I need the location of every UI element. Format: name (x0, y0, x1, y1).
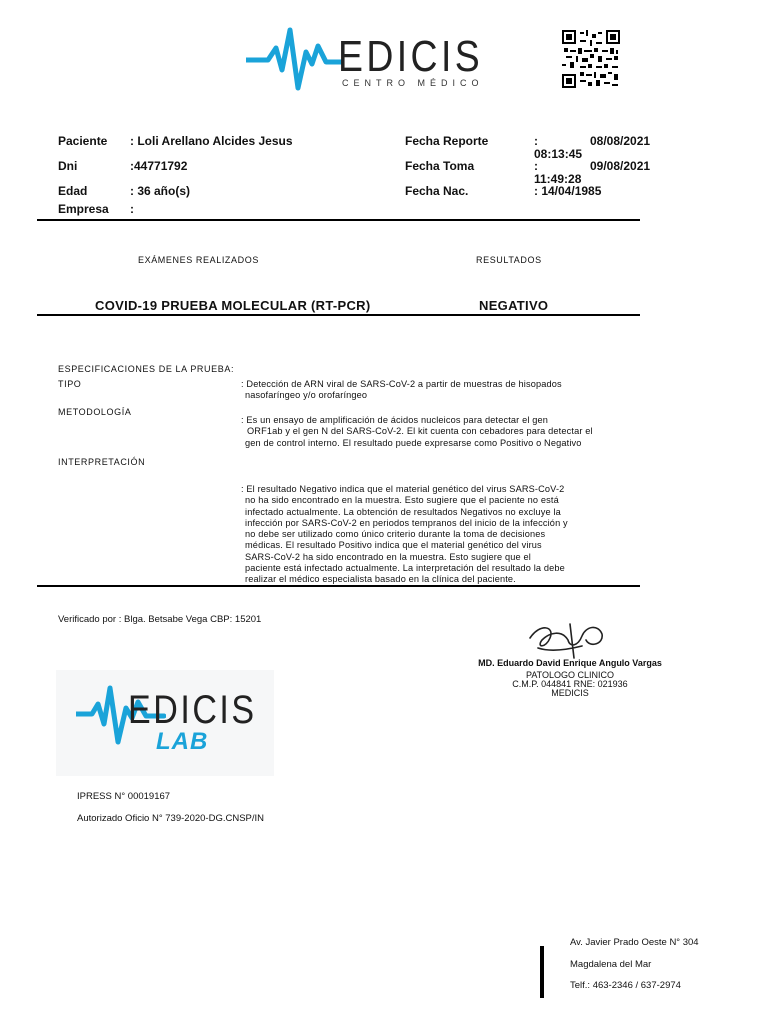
lab-logo-lab: LAB (156, 728, 209, 755)
divider (37, 314, 640, 316)
logo-subtitle: CENTRO MÉDICO (342, 78, 484, 88)
fecha-reporte-colon: : (534, 134, 538, 148)
medicis-lab-logo (56, 670, 274, 776)
authorization-number: Autorizado Oficio N° 739-2020-DG.CNSP/IN (77, 813, 265, 824)
signature-block (470, 618, 670, 698)
metodologia-label: METODOLOGÍA (58, 407, 132, 417)
divider (37, 219, 640, 221)
exam-result: NEGATIVO (479, 298, 549, 313)
paciente-label: Paciente (58, 134, 108, 148)
fecha-toma-label: Fecha Toma (405, 159, 475, 173)
signature-title: PATOLOGO CLINICO (525, 670, 615, 680)
fecha-nac-label: Fecha Nac. (405, 184, 469, 198)
footer-phone: Telf.: 463-2346 / 637-2974 (570, 980, 681, 991)
fecha-toma-colon: : (534, 159, 538, 173)
medicis-logo (246, 22, 496, 94)
ipress-number: IPRESS N° 00019167 (77, 791, 171, 802)
tipo-text: : Detección de ARN viral de SARS-CoV-2 a partir de muestras de hisopados nasofaríngeo y/o orofaríngeo (241, 379, 562, 401)
spec-heading: ESPECIFICACIONES DE LA PRUEBA: (58, 364, 235, 374)
divider (37, 585, 640, 587)
signature-name: MD. Eduardo David Enrique Angulo Vargas (478, 658, 662, 668)
qr-code-icon (562, 30, 620, 88)
lab-logo-word: EDICIS (128, 688, 257, 732)
edad-value: : 36 año(s) (130, 184, 191, 198)
exam-name: COVID-19 PRUEBA MOLECULAR (RT-PCR) (95, 298, 371, 313)
fecha-toma-time: 11:49:28 (534, 172, 582, 186)
verified-by: Verificado por : Blga. Betsabe Vega CBP: 15201 (58, 614, 262, 625)
signature-org: MEDICIS (551, 688, 589, 698)
fecha-reporte-label: Fecha Reporte (405, 134, 489, 148)
interpretacion-text: : El resultado Negativo indica que el material genético del virus SARS-CoV-2 no ha sido encontrado en la muestra. Esto sugiere que el paciente no está infectado actualmente. La obtención de resultados Negativos no excluye la infección por SARS-CoV-2 en periodos tempranos del inicio de la infección y no debe ser utilizado como único criterio durante la toma de decisiones médicas. El resultado Positivo indica que el material genético del virus SARS-CoV-2 ha sido encontrado en la muestra. Esto sugiere que el paciente está infectado actualmente. La interpretación del resultado la debe realizar el médico especialista basado en la clínica del paciente. (241, 484, 568, 585)
heartbeat-icon (246, 22, 346, 92)
dni-label: Dni (58, 159, 78, 173)
paciente-value: : Loli Arellano Alcides Jesus (130, 134, 293, 148)
edad-label: Edad (58, 184, 88, 198)
footer-district: Magdalena del Mar (570, 959, 652, 970)
results-column-header: RESULTADOS (476, 255, 542, 265)
empresa-label: Empresa (58, 202, 109, 216)
fecha-toma-date: 09/08/2021 (590, 159, 651, 173)
dni-value: :44771792 (130, 159, 188, 173)
interpretacion-label: INTERPRETACIÓN (58, 457, 146, 467)
footer-address: Av. Javier Prado Oeste N° 304 (570, 937, 699, 948)
tipo-label: TIPO (58, 379, 82, 389)
exams-column-header: EXÁMENES REALIZADOS (138, 255, 259, 265)
signature-cmp: C.M.P. 044841 RNE: 021936 (512, 679, 628, 689)
fecha-nac-value: : 14/04/1985 (534, 184, 602, 198)
fecha-reporte-date: 08/08/2021 (590, 134, 651, 148)
metodologia-text: : Es un ensayo de amplificación de ácidos nucleicos para detectar el gen ORF1ab y el gen N del SARS-CoV-2. El kit cuenta con cebadores para detectar el gen de control interno. El resultado puede expresarse como Positivo o Negativo (241, 415, 593, 448)
empresa-value: : (130, 202, 134, 216)
footer-divider (540, 946, 544, 998)
fecha-reporte-time: 08:13:45 (534, 147, 583, 161)
logo-word: EDICIS (338, 32, 484, 81)
